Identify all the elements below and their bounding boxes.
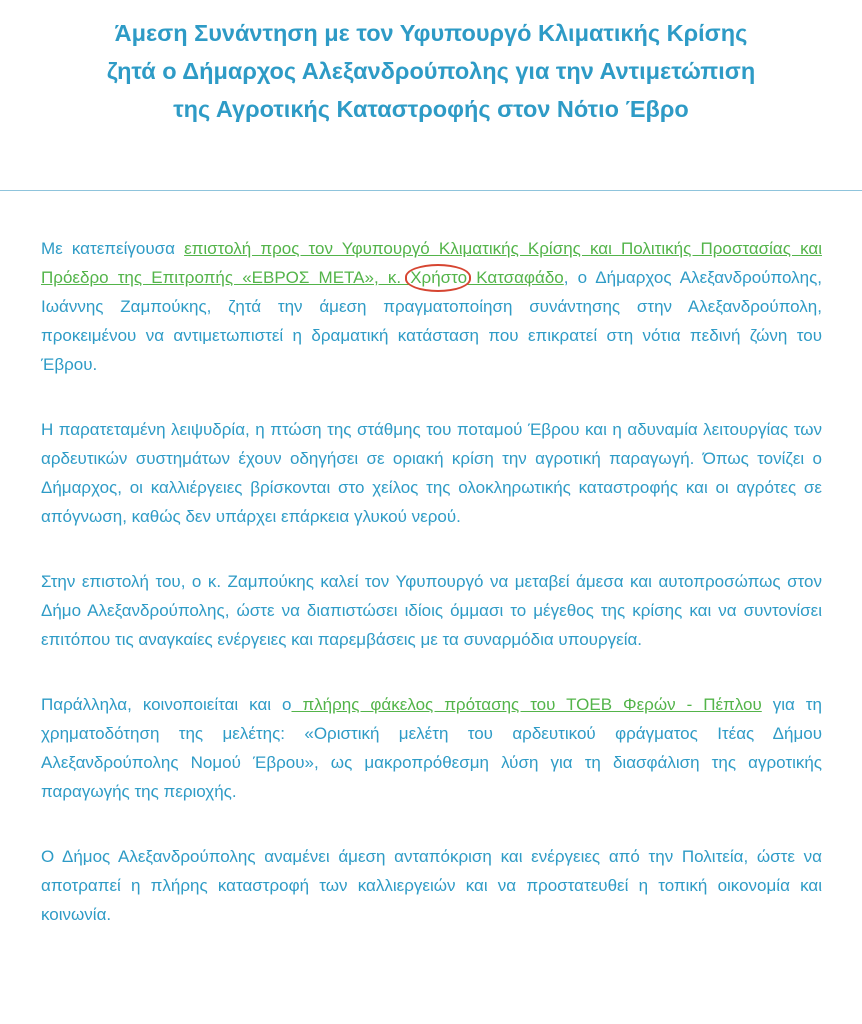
paragraph-2: Η παρατεταμένη λειψυδρία, η πτώση της στάθμης του ποταμού Έβρου και η αδυναμία λειτουργίας των αρδευτικών συστημάτων έχουν οδηγήσει σε οριακή κρίση την αγροτική παραγωγή. Όπως τονίζει ο Δήμαρχος, οι καλλιέργειες βρίσκονται στο χείλος της ολοκληρωτικής καταστροφής και οι αγρότες σε απόγνωση, καθώς δεν υπάρχει επάρκεια γλυκού νερού.: [41, 420, 822, 526]
letter-link-text-start: επιστολή προς τον Υφυπουργό Κλιματικής Κρίσης και Πολιτικής Προστασίας και Πρόεδρο της Επιτροπής «ΕΒΡΟΣ ΜΕΤΑ», κ.: [41, 239, 822, 287]
article-body: [41, 234, 822, 965]
paragraph-1: [41, 234, 822, 379]
header-divider: [0, 190, 862, 191]
paragraph-4-rest: για τη χρηματοδότηση της μελέτης: «Οριστική μελέτη του αρδευτικού φράγματος Ιτέας Δήμου Αλεξανδρούπολης Νομού Έβρου», ως μακροπρόθεσμη λύση για τη διασφάλιση της αγροτικής παραγωγής της περιοχής.: [41, 695, 822, 801]
paragraph-4: [41, 690, 822, 806]
paragraph-5: Ο Δήμος Αλεξανδρούπολης αναμένει άμεση ανταπόκριση και ενέργειες από την Πολιτεία, ώστε να αποτραπεί η πλήρης καταστροφή των καλλιεργειών και να προστατευθεί η τοπική οικονομία και κοινωνία.: [41, 847, 822, 924]
proposal-file-link[interactable]: πλήρης φάκελος πρότασης του ΤΟΕΒ Φερών - Πέπλου: [291, 695, 762, 714]
paragraph-1-intro: Με κατεπείγουσα: [41, 239, 185, 258]
paragraph-3: Στην επιστολή του, ο κ. Ζαμπούκης καλεί τον Υφυπουργό να μεταβεί άμεσα και αυτοπροσώπως στον Δήμο Αλεξανδρούπολης, ώστε να διαπιστώσει ιδίοις όμμασι το μέγεθος της κρίσης και να συντονίσει επιτόπου τις αναγκαίες ενέργειες και παρεμβάσεις με τα συναρμόδια υπουργεία.: [41, 572, 822, 649]
title-line-3: της Αγροτικής Καταστροφής στον Νότιο Έβρο: [173, 96, 689, 122]
title-line-1: Άμεση Συνάντηση με τον Υφυπουργό Κλιματικής Κρίσης: [114, 20, 748, 46]
paragraph-1-rest: , ο Δήμαρχος Αλεξανδρούπολης, Ιωάννης Ζαμπούκης, ζητά την άμεση πραγματοποίηση συνάντησης στην Αλεξανδρούπολη, προκειμένου να αντιμετωπιστεί η δραματική κατάσταση που επικρατεί στη νότια πεδινή ζώνη του Έβρου.: [41, 268, 823, 374]
paragraph-4-intro: Παράλληλα, κοινοποιείται και ο: [41, 695, 292, 714]
title-line-2: ζητά ο Δήμαρχος Αλεξανδρούπολης για την Αντιμετώπιση: [106, 58, 756, 84]
article-title: [0, 14, 862, 128]
circled-name-annotation: Χρήστο: [410, 263, 467, 292]
letter-link-text-end: Κατσαφάδο: [467, 268, 564, 287]
